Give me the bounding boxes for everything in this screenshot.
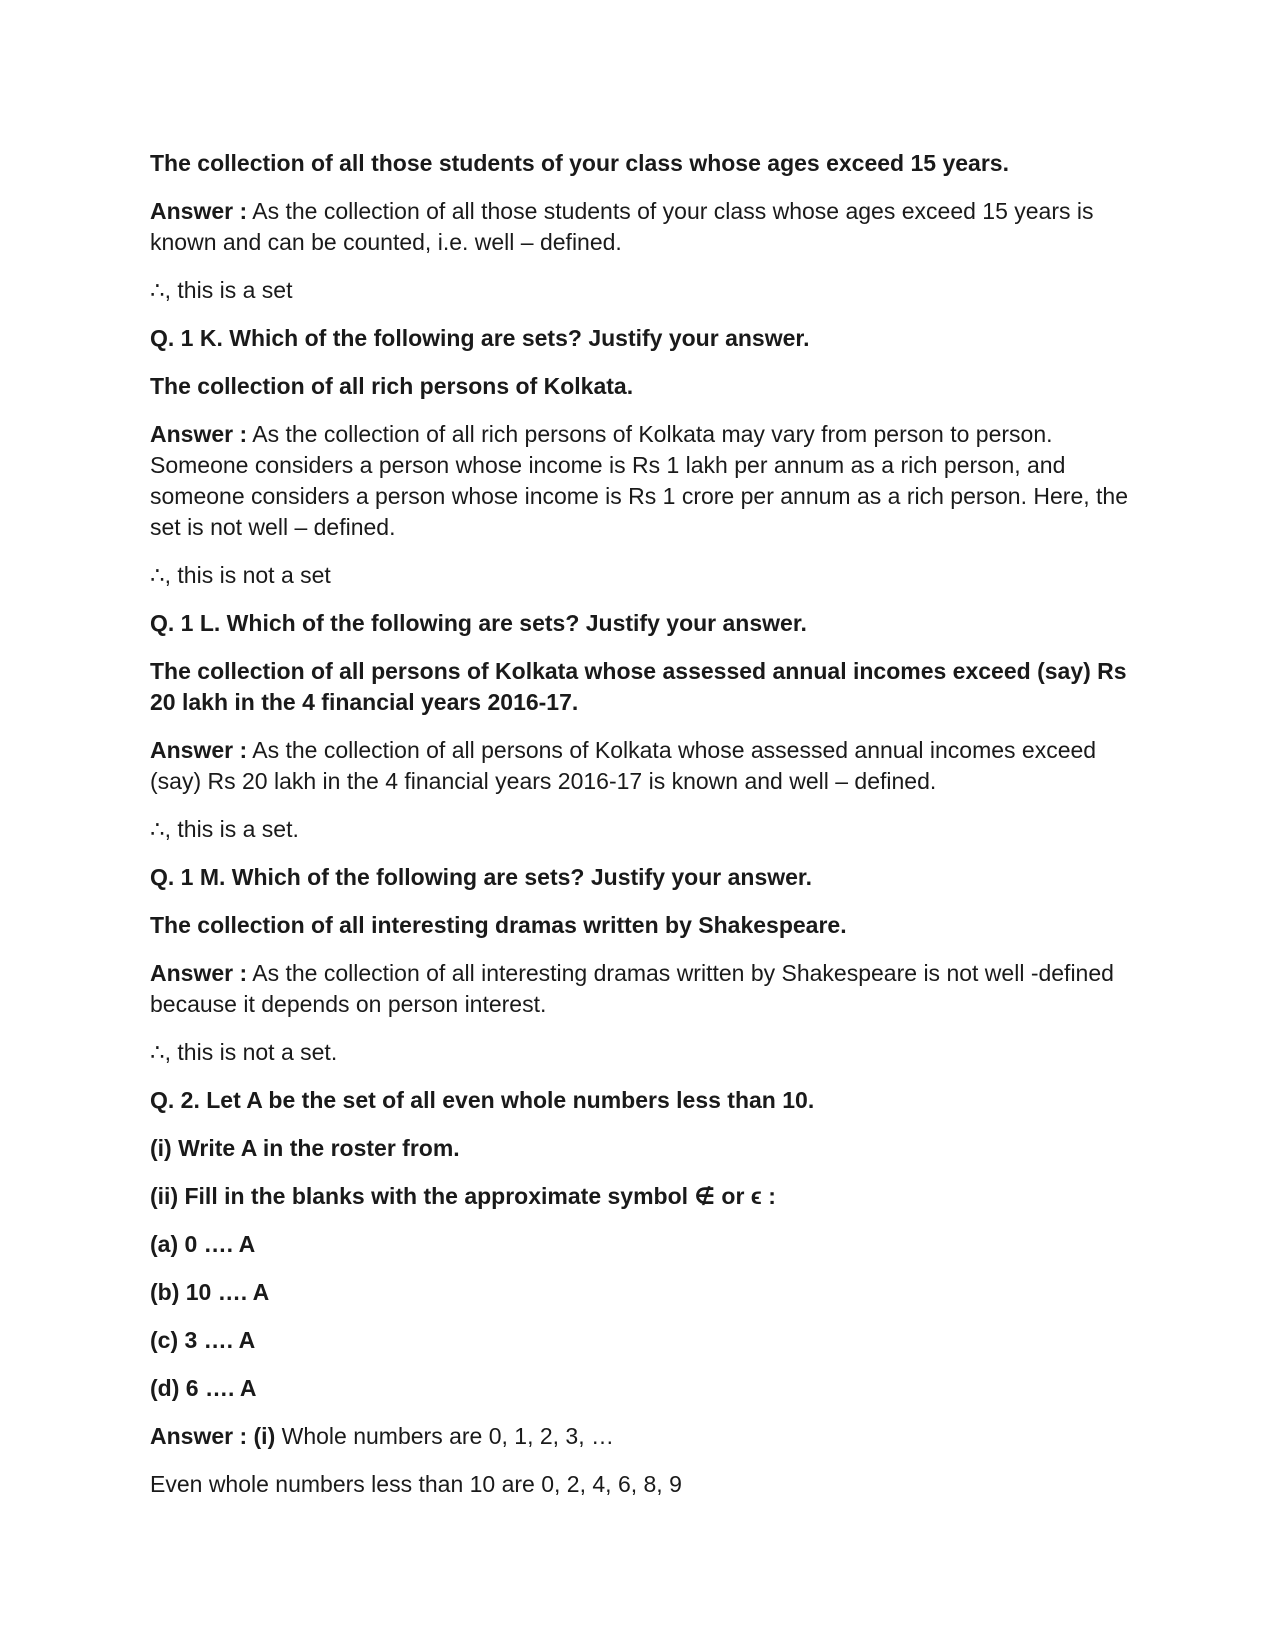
document-page bbox=[150, 148, 1130, 1517]
question-text: The collection of all those students of your class whose ages exceed 15 years. bbox=[150, 150, 1009, 176]
question-part: (ii) Fill in the blanks with the approximate symbol ∉ or ϵ : bbox=[150, 1183, 776, 1209]
question-heading: Q. 1 L. Which of the following are sets? Justify your answer. bbox=[150, 610, 807, 636]
question-item: (d) 6 …. A bbox=[150, 1375, 257, 1401]
answer-text: As the collection of all rich persons of Kolkata may vary from person to person. Someone considers a person whose income is Rs 1 lakh per annum as a rich person, and someone considers a person whose income is Rs 1 crore per annum as a rich person. Here, the set is not well – defined. bbox=[150, 421, 1128, 540]
answer-paragraph bbox=[150, 1421, 1130, 1452]
answer-label: Answer : bbox=[150, 960, 248, 986]
question-item: (a) 0 …. A bbox=[150, 1231, 256, 1257]
conclusion-text: ∴, this is a set bbox=[150, 277, 293, 303]
answer-label: Answer : bbox=[150, 198, 248, 224]
conclusion-text: ∴, this is not a set bbox=[150, 562, 331, 588]
answer-paragraph bbox=[150, 419, 1130, 543]
answer-text: As the collection of all those students of your class whose ages exceed 15 years is known and can be counted, i.e. well – defined. bbox=[150, 198, 1094, 255]
question-text: The collection of all rich persons of Kolkata. bbox=[150, 373, 634, 399]
answer-text: Whole numbers are 0, 1, 2, 3, … bbox=[275, 1423, 615, 1449]
answer-paragraph bbox=[150, 958, 1130, 1020]
answer-continuation: Even whole numbers less than 10 are 0, 2, 4, 6, 8, 9 bbox=[150, 1471, 682, 1497]
question-item: (c) 3 …. A bbox=[150, 1327, 256, 1353]
question-text: The collection of all persons of Kolkata whose assessed annual incomes exceed (say) Rs 20 lakh in the 4 financial years 2016-17. bbox=[150, 658, 1127, 715]
question-text: The collection of all interesting dramas written by Shakespeare. bbox=[150, 912, 847, 938]
conclusion-text: ∴, this is not a set. bbox=[150, 1039, 338, 1065]
answer-text: As the collection of all persons of Kolkata whose assessed annual incomes exceed (say) Rs 20 lakh in the 4 financial years 2016-17 is known and well – defined. bbox=[150, 737, 1097, 794]
answer-label: Answer : bbox=[150, 421, 248, 447]
question-item: (b) 10 …. A bbox=[150, 1279, 270, 1305]
answer-label: Answer : bbox=[150, 737, 248, 763]
conclusion-text: ∴, this is a set. bbox=[150, 816, 299, 842]
question-heading: Q. 1 K. Which of the following are sets? Justify your answer. bbox=[150, 325, 810, 351]
question-heading: Q. 2. Let A be the set of all even whole numbers less than 10. bbox=[150, 1087, 815, 1113]
answer-paragraph bbox=[150, 196, 1130, 258]
answer-label: Answer : (i) bbox=[150, 1423, 276, 1449]
question-part: (i) Write A in the roster from. bbox=[150, 1135, 460, 1161]
answer-text: As the collection of all interesting dramas written by Shakespeare is not well -defined because it depends on person interest. bbox=[150, 960, 1114, 1017]
question-heading: Q. 1 M. Which of the following are sets? Justify your answer. bbox=[150, 864, 813, 890]
answer-paragraph bbox=[150, 735, 1130, 797]
